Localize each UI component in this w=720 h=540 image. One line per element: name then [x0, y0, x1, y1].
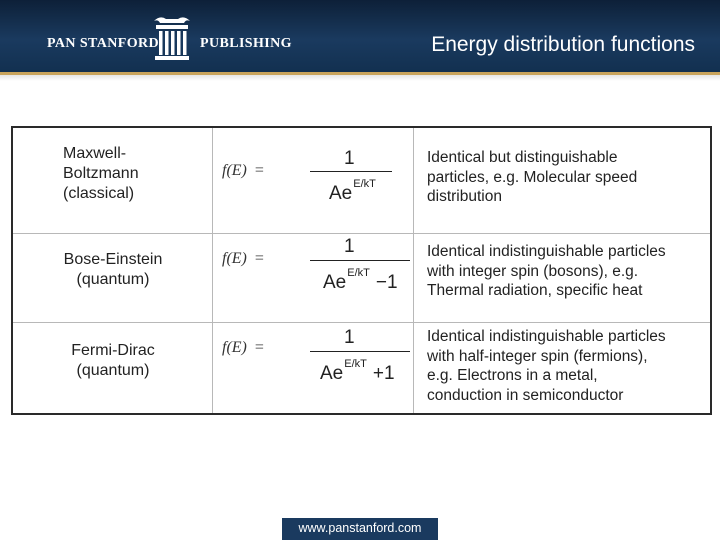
den-exponent: E/kT	[344, 358, 367, 370]
lhs-symbol: f(E)	[222, 339, 247, 356]
function-lhs	[222, 339, 264, 357]
fraction-denominator	[320, 358, 395, 385]
distribution-name: Maxwell- Boltzmann (classical)	[63, 145, 139, 202]
header-band	[0, 0, 720, 72]
den-exponent: E/kT	[353, 178, 376, 190]
distribution-description: Identical indistinguishable particles with integer spin (bosons), e.g. Thermal radiation, specific heat	[427, 243, 666, 299]
fraction-bar	[310, 351, 410, 352]
den-tail: −1	[375, 272, 398, 293]
distribution-table	[11, 126, 712, 415]
column-logo-icon	[150, 13, 194, 61]
den-base: Ae	[323, 272, 347, 293]
table-row-fermi-dirac	[13, 323, 710, 413]
equals-sign: =	[254, 339, 264, 356]
distribution-name: Fermi-Dirac (quantum)	[71, 342, 155, 379]
slide-title: Energy distribution functions	[431, 33, 695, 56]
fraction-numerator: 1	[344, 148, 355, 169]
fraction-numerator: 1	[344, 236, 355, 257]
fraction-bar	[310, 260, 410, 261]
den-exponent: E/kT	[347, 267, 370, 279]
function-lhs	[222, 162, 264, 180]
fraction-bar	[310, 171, 392, 172]
fraction-denominator	[329, 178, 382, 205]
lhs-symbol: f(E)	[222, 250, 247, 267]
table-row-maxwell-boltzmann	[13, 128, 710, 233]
footer-url-link[interactable]: www.panstanford.com	[298, 521, 422, 535]
fraction-denominator	[323, 267, 398, 294]
fraction-numerator: 1	[344, 327, 355, 348]
den-tail: +1	[372, 363, 395, 384]
equals-sign: =	[254, 250, 264, 267]
distribution-name: Bose-Einstein (quantum)	[63, 251, 163, 288]
table-row-bose-einstein	[13, 234, 710, 322]
publisher-logo-left: PAN STANFORD	[47, 36, 160, 51]
equals-sign: =	[254, 162, 264, 179]
header-light-rule	[0, 75, 720, 81]
lhs-symbol: f(E)	[222, 162, 247, 179]
den-base: Ae	[329, 183, 353, 204]
function-lhs	[222, 250, 264, 268]
distribution-description: Identical indistinguishable particles with half-integer spin (fermions), e.g. Electrons in a metal, conduction in semiconductor	[427, 328, 666, 404]
publisher-logo-right: PUBLISHING	[200, 36, 292, 51]
den-base: Ae	[320, 363, 344, 384]
distribution-description: Identical but distinguishable particles, e.g. Molecular speed distribution	[427, 149, 638, 205]
